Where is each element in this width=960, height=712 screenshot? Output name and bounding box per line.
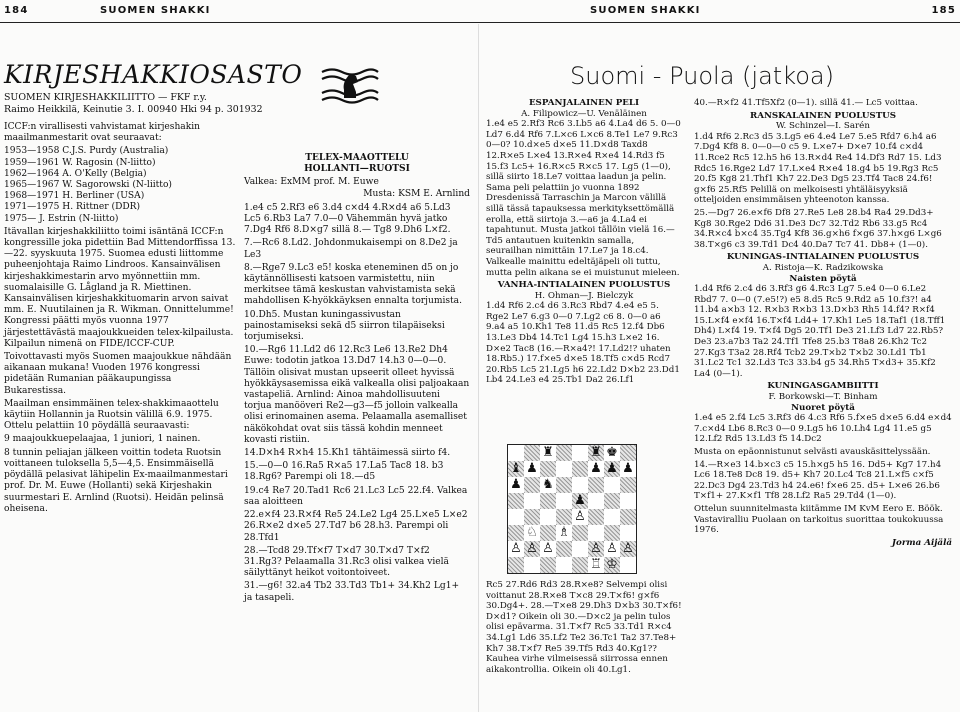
board-square: ♙ [524,541,540,557]
article-paragraph: 8 tunnin peliajan jälkeen voittin todeta Ruotsin voittaneen tuloksella 5,5—4,5. Ensimmäisellä pöydällä pelasivat lähipelin Ex-maailmanmestari prof. Dr. M. Euwe (Hollanti) sekä Kirjeshakin suurmestari E. Arnlind (Ruotsi). Heidän pelinsä oheisena. [4,447,228,514]
game-moves: 7.—Rc6 8.Ld2. Johdonmukaisempi on 8.De2 ja Le3 [244,238,458,260]
game-moves: 19.c4 Re7 20.Tad1 Rc6 21.Lc3 Lc5 22.f4. Valkea saa aloitteen [244,485,468,507]
game-moves: 22.e×f4 23.R×f4 Re5 24.Le2 Lg4 25.L×e5 L×e2 26.R×e2 d×e5 27.Td7 b6 28.h3. Parempi oli 28.Tfd1 [244,510,468,543]
article-paragraph: Maailman ensimmäinen telex-shakkimaaottelu käytiin Hollannin ja Ruotsin välillä 6.9. 1975. Ottelu pelattiin 10 pöydällä seuraavasti: [4,398,219,432]
board-square [540,509,556,525]
board-square [540,461,556,477]
board-square: ♗ [556,525,572,541]
board-square [604,493,620,509]
page-number-right: 185 [931,5,956,16]
board-square: ♟ [588,461,604,477]
board-square [508,445,524,461]
board-square: ♜ [588,445,604,461]
board-square [572,525,588,541]
board-square [524,557,540,573]
board-square [556,557,572,573]
board-square [556,493,572,509]
author-signature: Jorma Aijälä [891,537,952,548]
running-title-left: SUOMEN SHAKKI [100,5,211,16]
board-square: ♟ [524,461,540,477]
list-item: 1962—1964 A. O'Kelly (Belgia) [4,168,147,179]
board-square [508,509,524,525]
board-square [604,525,620,541]
board-square: ♟ [604,461,620,477]
board-square [620,477,636,493]
board-square [588,477,604,493]
page-header [0,0,960,23]
right-column-1 [486,98,682,388]
game-moves: Musta on epäonnistunut selvästi avauskäsittelyssään. [694,447,931,457]
game-players: H. Ohman—J. Bielczyk [534,290,634,301]
list-item: 1971—1975 H. Rittner (DDR) [4,202,141,213]
board-square [524,509,540,525]
game-moves: 15.—0—0 16.Ra5 R×a5 17.La5 Tac8 18. b3 18.Rg6? Parempi oli 18.—d5 [244,461,444,483]
board-square [540,525,556,541]
board-square: ♙ [540,541,556,557]
board-square: ♙ [588,541,604,557]
board-square: ♟ [620,461,636,477]
list-item: 1965—1967 W. Sagorowski (N-liitto) [4,180,172,191]
article-paragraph: Ottelun suunnitelmasta kiitämme IM KvM Eero E. Böök. Vastaviralliu Puolaan on tarkoitus suorittaa toukokuussa 1976. [694,503,944,536]
left-column-2 [244,152,470,606]
page-spine [478,24,479,712]
game-players: A. Ristoja—K. Radzikowska [762,262,884,273]
game-players: F. Borkowski—T. Binham [768,392,878,403]
game-players: A. Filipowicz—U. Venäläinen [521,108,647,119]
board-square: ♝ [508,461,524,477]
game-title: ESPANJALAINEN PELI [528,98,640,108]
board-square [620,445,636,461]
game-moves: Rc5 27.Rd6 Rd3 28.R×e8? Selvempi olisi voittanut 28.R×e8 T×c8 29.T×f6! g×f6 30.Dg4+. 28.—T×e8 29.Dh3 D×b3 30.T×f6! D×d1? Oikein oli 30.—D×c2 ja pelin tulos olisi epävarma. 31.T×f7 Rc5 33.Td1 R×c4 34.Lg1 Ld6 35.Lf2 Te2 36.Tc1 Ta2 37.Te8+ Kh7 38.T×f7 Re5 39.Tf5 Rd3 40.Kg1?? Kauhea virhe vilmeisessä siirrossa ennen aikakontrollia. Oikein oli 40.Lg1. [486,580,682,675]
board-square: ♔ [604,557,620,573]
white-player: Valkea: ExMM prof. M. Euwe [244,177,379,188]
board-square [556,509,572,525]
list-item: 1953—1958 C.J.S. Purdy (Australia) [4,146,169,157]
game-moves: 10.—Rg6 11.Ld2 d6 12.Rc3 Le6 13.Re2 Dh4 Euwe: todotin jatkoa 13.Dd7 14.h3 0—0—0. Tällöin olisivat mustan upseerit olleet hyvissä hyökkäysasemissa eikä valkealla olisi paljoakaan vastapeliä. Arnlind: Ainoa mahdollisuuteni torjua manööveri Re2—g3—f5 jolloin valkealla olisi erinomainen asema. Pelaamalla asemalliset näkökohdat ovat siis tässä kohdin menneet kovasti ristiin. [244,345,470,445]
chess-knight-logo-icon [320,66,380,106]
board-square [556,541,572,557]
board-square: ♙ [620,541,636,557]
board-square [556,461,572,477]
game-title: KUNINGASGAMBIITTI [767,381,879,392]
board-square [524,445,540,461]
subhead-line-2: Raimo Heikkilä, Keinutie 3. I. 00940 Hki 94 p. 301932 [4,104,263,115]
board-square [604,509,620,525]
game-moves: 8.—Rge7 9.Lc3 e5! koska eteneminen d5 on jo käytännöllisesti katsoen varmistettu, niin merkitsee tämä keskustan vahvistamista sekä mahdollisen K-hyökkäyksen ennalta torjumista. [244,262,462,307]
game-players: W. Schinzel—I. Sarén [776,121,870,132]
running-title-right: SUOMEN SHAKKI [590,5,701,16]
game-title: KUNINGAS-INTIALAINEN PUOLUSTUS [726,252,920,263]
board-square: ♟ [572,493,588,509]
game-moves: 1.d4 Rf6 2.Rc3 d5 3.Lg5 e6 4.e4 Le7 5.e5 Rfd7 6.h4 a6 7.Dg4 Kf8 8. 0—0—0 c5 9. L×e7+ D×e7 10.f4 c×d4 11.Rce2 Rc5 12.h5 h6 13.R×d4 Re4 14.Df3 Rd7 15. Ld3 Rdc5 16.Rge2 Ld7 17.L×e4 R×e4 18.g4 b5 19.Rg3 Rc5 20.f5 Kg8 21.Thf1 Kh7 22.De3 Dg5 23.Tf4 Tac8 24.f6! g×f6 25.Rf5 Pelillä on melkoisesti yhtäläisyyksiä otteljoiden ensimmäisen yhteenoton kanssa. [694,131,942,206]
board-square [540,493,556,509]
game-moves: 1.e4 c5 2.Rf3 e6 3.d4 c×d4 4.R×d4 a6 5.Ld3 Lc5 6.Rb3 La7 7.0—0 Vähemmän hyvä jatko 7.Dg4 Rf6 8.D×g7 sillä 8.— Tg8 9.Dh6 L×f2. [244,202,451,236]
game-moves: 31.—g6! 32.a4 Tb2 33.Td3 Tb1+ 34.Kh2 Lg1+ ja tasapeli. [244,581,460,603]
subhead-line-1: SUOMEN KIRJESHAKKILIITTO — FKF r.y. [4,92,207,103]
board-square [588,525,604,541]
game-title: VANHA-INTIALAINEN PUOLUSTUS [497,280,671,291]
game-moves: 1.d4 Rf6 2.c4 d6 3.Rf3 g6 4.Rc3 Lg7 5.e4 0—0 6.Le2 Rbd7 7. 0—0 (7.e5!?) e5 8.d5 Rc5 9.Rd2 a5 10.f3?! a4 11.b4 a×b3 12. R×b3 R×b3 13.D×b3 Rh5 14.f4? R×f4 15.L×f4 e×f4 16.T×f4 Ld4+ 17.Kh1 Le5 18.Taf1 (18.Tff1 Dh4) L×f4 19. T×f4 Dg5 20.Tf1 De3 21.Lf3 Ld7 22.Rb5? De3 23.a7b3 Ta2 24.Tf1 Tfe8 25.b3 T8a8 26.Kh2 Tc2 27.Kg3 T3a2 28.Rf4 Tcb2 29.T×b2 T×b2 30.Ld1 Tb1 31.Lc2 Tc1 32.Ld3 Tc3 33.b4 g5 34.Rh5 T×d3+ 35.Kf2 La4 (0—1). [694,284,946,379]
board-square: ♖ [588,557,604,573]
board-square [556,477,572,493]
champions-list [4,146,236,224]
game-moves: 1.d4 Rf6 2.c4 d6 3.Rc3 Rbd7 4.e4 e5 5. Rge2 Le7 6.g3 0—0 7.Lg2 c6 8. 0—0 a6 9.a4 a5 10.Kh1 Te8 11.d5 Rc5 12.f4 Db6 13.Le3 Db4 14.Tc1 Lg4 15.h3 L×e2 16. D×e2 Tac8 (16.—R×a4?! 17.Ld2!? uhaten 18.Rb5.) 17.f×e5 d×e5 18.Tf5 c×d5 Rcd7 20.Rb5 Lc5 21.Lg5 h6 22.Ld2 D×b2 23.Dd1 Lb4 24.Le3 e4 25.Tb1 Da2 26.Lf1 [486,301,680,386]
board-square [572,445,588,461]
section-title: KIRJESHAKKIOSASTO [4,60,303,89]
board-square: ♞ [540,477,556,493]
article-paragraph: 9 maajoukkuepelaajaa, 1 juniori, 1 nainen. [4,434,201,445]
board-square: ♙ [508,541,524,557]
game-moves: 14.D×h4 R×h4 15.Kh1 tähtäimessä siirto f4. [244,448,451,459]
game-moves: 28.—Tcd8 29.Tf×f7 T×d7 30.T×d7 T×f2 31.Rg3? Pelaamalla 31.Rc3 olisi valkea vielä säilyttänyt heikot voitontoiveet. [244,545,449,579]
board-square [556,445,572,461]
game-moves: 25.—Dg7 26.e×f6 Df8 27.Re5 Le8 28.b4 Ra4 29.Dd3+ Kg8 30.Rge2 Dd6 31.De3 Dc7 32.Td2 Rb6 33.g5 Rc4 34.R×c4 b×c4 35.Tg4 Kf8 36.g×h6 f×g6 37.h×g6 L×g6 38.T×g6 c3 39.Td1 Dc4 40.Da7 Tc7 41. Db8+ (1—0). [694,207,942,250]
board-square [620,557,636,573]
black-player: Musta: KSM E. Arnlind [363,188,470,199]
game-moves: 1.e4 e5 2.Rf3 Rc6 3.Lb5 a6 4.La4 d6 5. 0—0 Ld7 6.d4 Rf6 7.L×c6 L×c6 8.Te1 Le7 9.Rc3 0—0? 10.d×e5 d×e5 11.D×d8 Taxd8 12.R×e5 L×e4 13.R×e4 R×e4 14.Rd3 f5 15.f3 Lc5+ 16.R×c5 R×c5 17. Lg5 (1—0), sillä siirto 18.Le7 voittaa laadun ja pelin. Sama peli pelattiin jo vuonna 1892 Dresdenissä Tarraschin ja Marcon välillä sillä tässä tapauksessa merkityksettömällä erolla, että siirtoja 3.—a6 ja 4.La4 ei tapahtunut. Musta jatkoi tällöin vielä 16.—Td5 antautuen kuitenkin samalla, seurailhan nimittäin 17.Le7 ja 18.c4. Valkealle mainittu edeltäjäpeli oli tuttu, mutta pelin aikana se ei muistunut mieleen. [486,119,681,278]
right-page-title: Suomi - Puola (jatkoa) [570,62,834,90]
article-paragraph: Toivottavasti myös Suomen maajoukkue nähdään aikanaan mukana! Vuoden 1976 kongressi pidetään Rumanian pääkaupungissa Bukarestissa. [4,352,232,396]
board-square: ♙ [572,509,588,525]
board-square [588,509,604,525]
board-square [572,557,588,573]
board-square [588,493,604,509]
game-title: RANSKALAINEN PUOLUSTUS [749,110,897,121]
game-moves: 14.—R×e3 14.b×c3 c5 15.h×g5 h5 16. Dd5+ Kg7 17.h4 Lc6 18.Te8 Dc8 19. d5+ Kh7 20.Lc4 Tc8 21.L×f5 c×f5 22.Dc3 Dg4 23.Td3 h4 24.e6! f×e6 25. d5+ L×e6 26.b6 T×f1+ 27.K×f1 Tf8 28.Lf2 Ra5 29.Td4 (1—0). [694,459,942,502]
board-square [604,477,620,493]
board-label: Nuoret pöytä [791,402,855,413]
board-square [508,557,524,573]
page-number-left: 184 [4,5,29,16]
board-square: ♘ [524,525,540,541]
game-moves: 40.—R×f2 41.Tf5Xf2 (0—1). sillä 41.— Lc5 voittaa. [694,98,918,108]
board-square [572,541,588,557]
list-item: 1975— J. Estrin (N-liitto) [4,213,119,224]
right-column-2 [694,98,952,548]
board-square [508,525,524,541]
list-item: 1959—1961 W. Ragosin (N-liitto) [4,157,156,168]
left-column-1 [4,122,236,517]
board-square [620,509,636,525]
board-square [540,557,556,573]
board-square [572,461,588,477]
board-square: ♚ [604,445,620,461]
game-moves: 1.e4 e5 2.f4 Lc5 3.Rf3 d6 4.c3 Rf6 5.f×e5 d×e5 6.d4 e×d4 7.c×d4 Lb6 8.Rc3 0—0 9.Lg5 h6 10.Lh4 Lg4 11.e5 g5 12.Lf2 Rd5 13.Ld3 f5 14.Dc2 [694,413,952,445]
article-paragraph: Itävallan kirjeshakkiliitto toimi isäntänä ICCF:n kongressille joka pidettiin Bad Mittendorffissa 13.—22. syyskuuta 1975. Suomea edusti liittomme puheenjohtaja Raimo Lindroos. Kansainvälisen kirjeshakkimestarin arvo myönnettiin mm. suomalaisille G. Lågland ja R. Miettinen. Kansainvälisen kirjeshakkituomarin arvon saivat mm. E. Nuutilainen ja R. Wikman. Onnittelumme! Kongressi päätti myös vuonna 1977 järjestettävästä maajoukkueiden telex-kilpailusta. Kilpailun nimenä on FIDE/ICCF-CUP. [4,226,236,349]
board-square [524,477,540,493]
board-square [524,493,540,509]
game-moves: 10.Dh5. Mustan kuningassivustan painostamiseksi sekä d5 siirron tilapäiseksi torjumiseksi. [244,309,445,343]
list-item: 1968—1971 H. Berliner (USA) [4,191,145,202]
article-paragraph: ICCF:n virallisesti vahvistamat kirjeshakin maailmanmestarit ovat seuraavat: [4,122,200,144]
board-label: Naisten pöytä [789,273,857,284]
chess-board [507,444,637,574]
board-square: ♙ [604,541,620,557]
game-subtitle: HOLLANTI—RUOTSI [304,163,410,175]
board-square [620,493,636,509]
board-square: ♟ [508,477,524,493]
section-subhead [4,92,263,116]
board-square: ♜ [540,445,556,461]
right-column-1-bottom [486,580,682,677]
game-title: TELEX-MAAOTTELU [305,152,409,163]
board-square [572,477,588,493]
board-square [508,493,524,509]
board-square [620,525,636,541]
